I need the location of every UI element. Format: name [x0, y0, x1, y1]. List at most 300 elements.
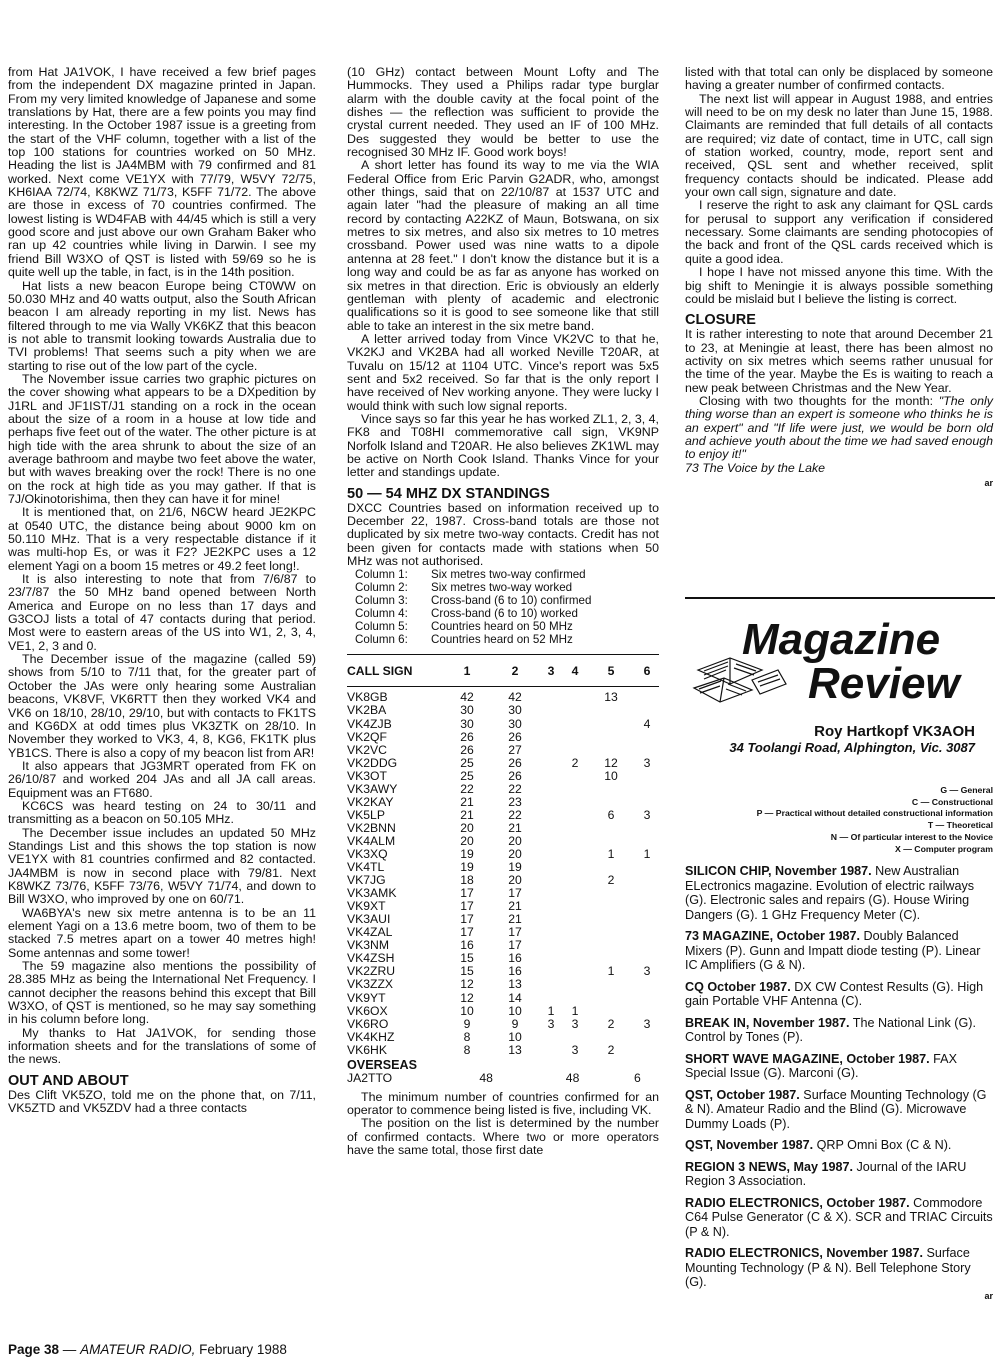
count-cell	[539, 1044, 563, 1057]
page-number: Page 38	[8, 1342, 60, 1357]
review-items	[685, 864, 993, 1303]
call-sign-cell: VK8GB	[347, 690, 388, 705]
legend-entry: N — Of particular interest to the Novice	[830, 831, 993, 842]
column-legend-value: Countries heard on 52 MHz	[431, 633, 573, 647]
count-cell: 19	[460, 846, 474, 861]
col1-paragraph: The November issue carries two graphic pictures on the cover showing what appears to be a DXpedition by J1RL and JF1IST/J1 standing on a rock in the ocean about the size of a room in a house at low tide and perhaps five feet out of the water. The other picture is at high tide with the area shrunk to about the size of an average bathroom and maybe two feet above the water, but with waves breaking over the rock! There is no one on the rock at high tide as you may gather. If that is 7J/Okinotorishima, then they can have it for mine!	[8, 371, 316, 506]
count-cell	[635, 783, 659, 796]
count-cell	[587, 1005, 635, 1018]
count-cell: 17	[508, 925, 522, 940]
review-item	[685, 1246, 993, 1290]
col1-paragraph: It is mentioned that, on 21/6, N6CW heard JE2KPC at 0540 UTC, the distance being about 9000 km on 50.110 MHz. That is a very respectable distance if it was multi-hop Es, or was it F2? JE2KPC uses a 12 element Yagi on a boom 15 metres or 49.2 feet long!.	[8, 505, 316, 573]
column-legend-value: Countries heard on 50 MHz	[431, 620, 573, 634]
count-cell: 23	[508, 794, 522, 809]
table-row	[347, 926, 659, 939]
col1-paragraph: The 59 magazine also mentions the possibility of 28.385 MHz as being the International Net Frequency. I cannot decipher the reasons behind this except that Bill W3XO, of QST is mentioned, so he may say something in his column before long.	[8, 959, 316, 1027]
review-item-title: QST, October 1987.	[685, 1087, 800, 1102]
call-sign-cell: VK3OT	[347, 768, 387, 783]
count-cell: 3	[643, 807, 651, 822]
table-row	[347, 1044, 659, 1057]
count-cell: 48	[479, 1070, 493, 1085]
review-item-text: The National Link (G). Control by Tones (P).	[685, 1015, 976, 1044]
count-cell: 27	[508, 742, 522, 757]
count-cell	[539, 835, 563, 848]
count-cell: 3	[571, 1016, 579, 1031]
count-cell	[539, 913, 563, 926]
count-cell	[587, 783, 635, 796]
overseas-heading: OVERSEAS	[347, 1057, 417, 1072]
count-cell	[587, 913, 635, 926]
review-item	[685, 929, 993, 973]
count-cell: 30	[508, 703, 522, 718]
count-cell	[539, 731, 563, 744]
count-cell: 2	[607, 873, 615, 888]
count-cell	[587, 939, 635, 952]
review-item	[685, 1016, 993, 1045]
call-sign-cell: VK9XT	[347, 899, 386, 914]
count-cell: 4	[643, 716, 651, 731]
count-cell	[563, 913, 587, 926]
review-item-title: REGION 3 NEWS, May 1987.	[685, 1159, 853, 1174]
call-sign-cell: VK2BNN	[347, 820, 396, 835]
footer-dash: —	[59, 1342, 81, 1357]
count-cell	[539, 687, 563, 705]
count-cell: 3	[643, 964, 651, 979]
dx-standings-intro: DXCC Countries based on information received up to December 22, 1987. Cross-band totals are those not duplicated by six metre two-way contacts. Credit has not been given for contacts made with stations when 50 MHz was not authorised.	[347, 500, 659, 569]
legend-entry: G — General	[940, 785, 993, 795]
count-cell: 21	[508, 912, 522, 927]
count-cell	[539, 822, 563, 835]
count-cell	[539, 744, 563, 757]
call-sign-cell: VK2VC	[347, 742, 387, 757]
count-cell	[635, 913, 659, 926]
call-sign-cell: VK4ALM	[347, 833, 396, 848]
col2-paragraph: A letter arrived today from Vince VK2VC to that he, VK2KJ and VK2BA had all worked Neville T20AR, at Tuvalu on 15/12 at 1104 UTC. Vince's report was 5x5 sent and 5x2 received. So far that is the only report I have received of Nev working anyone. They were lucky I would think with such low signal reports.	[347, 331, 659, 413]
count-cell: 6	[607, 807, 615, 822]
col1-paragraph: It also appears that JG3MRT operated from FK on 26/10/87 and worked 204 JAs and all JA call areas. Equipment was an FT680.	[8, 758, 316, 800]
table-header-cell: CALL SIGN	[347, 655, 443, 687]
count-cell	[635, 770, 659, 783]
closure-quote: "The only thing worse than an expert is someone who thinks he is an expert" and "If life were just, we would be born old and achieve youth about the time we had saved enough to enjoy it!"	[685, 393, 993, 462]
count-cell	[635, 874, 659, 887]
count-cell: 2	[607, 1042, 615, 1057]
count-cell: 2	[571, 755, 579, 770]
review-item	[685, 1160, 993, 1189]
review-item-title: QST, November 1987.	[685, 1138, 814, 1152]
column-legend-key: Column 2:	[355, 581, 408, 595]
column-2	[347, 66, 659, 1158]
count-cell	[587, 704, 635, 717]
count-cell	[587, 978, 635, 991]
count-cell	[635, 900, 659, 913]
out-and-about-text: Des Clift VK5ZO, told me on the phone that, on 7/11, VK5ZTD and VK5ZDV had a three contacts	[8, 1087, 316, 1116]
count-cell: 10	[460, 1003, 474, 1018]
column-legend-value: Six metres two-way confirmed	[431, 568, 586, 582]
count-cell	[587, 718, 635, 731]
count-cell	[563, 861, 587, 874]
col2-after-paragraphs	[347, 1091, 659, 1158]
col1-paragraphs	[8, 66, 316, 1067]
count-cell	[563, 809, 587, 822]
table-row	[347, 900, 659, 913]
count-cell	[539, 978, 563, 991]
count-cell: 26	[508, 755, 522, 770]
count-cell	[563, 783, 587, 796]
count-cell: 1	[607, 964, 615, 979]
sign-off: 73 The Voice by the Lake	[685, 460, 826, 475]
review-item-title: RADIO ELECTRONICS, October 1987.	[685, 1195, 910, 1210]
count-cell: 30	[508, 716, 522, 731]
count-cell: 21	[508, 899, 522, 914]
column-legend-key: Column 4:	[355, 607, 408, 621]
call-sign-cell: VK3NM	[347, 938, 389, 953]
closure-lead: Closing with two thoughts for the month:	[699, 393, 939, 408]
col3-paragraphs	[685, 66, 993, 306]
review-divider	[685, 597, 995, 599]
col1-paragraph: It is also interesting to note that from 7/6/87 to 23/7/87 the 50 MHz band opened between North America and Europe on no less than 17 days and G3COJ lists a total of 47 contacts during that period. Most were to eastern areas of the US into W1, 2, 3, 4, VE1, 2, 3 and 0.	[8, 572, 316, 653]
call-sign-cell: VK3XQ	[347, 846, 388, 861]
count-cell	[563, 887, 587, 900]
count-cell	[587, 822, 635, 835]
count-cell	[539, 965, 563, 978]
col2-paragraphs	[347, 66, 659, 480]
count-cell: 10	[604, 768, 618, 783]
col2-paragraph: Vince says so far this year he has worked ZL1, 2, 3, 4, FK8 and T08HI commemorative call sign, VK9NP Norfolk Island and T20AR. He also believes ZK1WL may be active on North Cook Island. Thanks Vince for your letter and standings update.	[347, 411, 659, 480]
review-item-title: SHORT WAVE MAGAZINE, October 1987.	[685, 1051, 930, 1066]
review-item	[685, 1052, 993, 1081]
review-item-text: QRP Omni Box (C & N).	[813, 1138, 952, 1152]
count-cell	[539, 796, 563, 809]
count-cell: 42	[508, 690, 522, 705]
count-cell	[587, 887, 635, 900]
col3-paragraph: I reserve the right to ask any claimant for QSL cards for perusal to support any verification if considered necessary. Some claimants are sending photocopies of the back and front of the QSL cards received which is quite a good idea.	[685, 198, 993, 266]
column-legend-value: Cross-band (6 to 10) worked	[431, 607, 578, 621]
count-cell: 17	[460, 912, 474, 927]
end-mark: ar	[984, 477, 993, 488]
table-row	[347, 796, 659, 809]
standings-body	[347, 687, 659, 1057]
column-legend-value: Six metres two-way worked	[431, 581, 573, 595]
table-row	[347, 1072, 659, 1085]
col2-paragraph: (10 GHz) contact between Mount Lofty and The Hummocks. They used a Philips radar type burglar alarm with the double cavity at the focal point of the dishes — the reflection was sufficient to provide the crystal current needed. They used an IF of 100 MHz. Des suggested they would be better to use the recognised 30 MHz IF. Good work boys!	[347, 65, 659, 160]
count-cell: 13	[508, 977, 522, 992]
column-3	[685, 66, 993, 490]
table-row	[347, 731, 659, 744]
count-cell: 12	[460, 990, 474, 1005]
count-cell	[635, 992, 659, 1005]
count-cell	[635, 1044, 659, 1057]
table-header-cell: 3	[539, 655, 563, 687]
table-row	[347, 718, 659, 731]
table-header-cell: 2	[491, 655, 539, 687]
count-cell: 6	[633, 1070, 641, 1085]
count-cell	[563, 939, 587, 952]
count-cell: 16	[508, 964, 522, 979]
table-header-cell: 1	[443, 655, 491, 687]
count-cell	[539, 809, 563, 822]
table-row	[347, 704, 659, 717]
closure-paragraph-2	[685, 395, 993, 462]
table-row	[347, 848, 659, 861]
call-sign-cell: VK4KHZ	[347, 1029, 395, 1044]
table-header-cell: 6	[635, 655, 659, 687]
col1-paragraph: from Hat JA1VOK, I have received a few brief pages from the independent DX magazine printed in Japan. From my very limited knowledge of Japanese and some translations by Hat, there are a few points you may find interesting. In the October 1987 issue is a greeting from the start of the VHF column, together with a list of the top 100 stations for countries worked on 50 MHz. Heading the list is JA4MBM with 79 confirmed and 81 worked. Next come VE1YX with 77/79, W5VY 72/75, KH6IAA 72/74, K8KWZ 71/73, K5FF 71/72. The above are those in excess of 70 countries confirmed. The lowest listing is WD4FAB with 44/45 which is still a very good score and just above our own Graham Baker who ran up 42 countries while living in Darwin. I see my friend Bill W3XO of QST is listed with 59/69 so he is quite well up the table, in fact, is in the 14th position.	[8, 65, 316, 280]
count-cell	[587, 796, 635, 809]
review-item-text: Journal of the IARU Region 3 Association.	[685, 1159, 967, 1188]
call-sign-cell: VK3AMK	[347, 886, 397, 901]
count-cell: 16	[508, 951, 522, 966]
count-cell: 21	[460, 807, 474, 822]
count-cell: 19	[508, 860, 522, 875]
count-cell: 1	[571, 1003, 579, 1018]
overseas-table	[347, 1072, 659, 1085]
count-cell: 3	[643, 755, 651, 770]
count-cell: 8	[463, 1029, 471, 1044]
count-cell: 13	[508, 1042, 522, 1057]
table-row	[347, 978, 659, 991]
count-cell	[563, 744, 587, 757]
count-cell: 30	[460, 716, 474, 731]
count-cell	[563, 835, 587, 848]
count-cell: 10	[508, 1003, 522, 1018]
count-cell: 2	[607, 1016, 615, 1031]
table-row	[347, 887, 659, 900]
count-cell	[635, 744, 659, 757]
col3-paragraph: I hope I have not missed anyone this time. With the big shift to Meningie it is always possible something could be mislaid but I believe the listing is correct.	[685, 265, 993, 306]
count-cell	[635, 704, 659, 717]
count-cell	[635, 887, 659, 900]
count-cell	[563, 848, 587, 861]
review-end-mark: ar	[984, 1290, 993, 1301]
count-cell: 30	[460, 703, 474, 718]
magazine-name: AMATEUR RADIO,	[80, 1342, 196, 1357]
col3-paragraph: The next list will appear in August 1988, and entries will need to be on my desk no later than June 15, 1988. Claimants are reminded that full details of all contacts are required; viz date of contact, time in UTC, call sign of station worked, country, mode, report sent and received, QSL sent and whether received, split frequency contacts should be indicated. Please add your own call sign, signature and date.	[685, 91, 993, 200]
legend-entry: C — Constructional	[911, 796, 993, 807]
count-cell: 17	[508, 938, 522, 953]
count-cell	[539, 900, 563, 913]
review-item-title: 73 MAGAZINE, October 1987.	[685, 929, 860, 943]
review-item-title: RADIO ELECTRONICS, November 1987.	[685, 1246, 923, 1260]
call-sign-cell: VK6HK	[347, 1042, 387, 1057]
count-cell	[539, 718, 563, 731]
call-sign-cell: VK2QF	[347, 729, 387, 744]
count-cell: 9	[511, 1016, 519, 1031]
count-cell	[563, 718, 587, 731]
table-row	[347, 757, 659, 770]
col2-paragraph: A short letter has found its way to me via the WIA Federal Office from Eric Parvin G2ADR, who, amongst other things, said that on 22/10/87 at 1537 UTC and again later "had the pleasure of making an all time record by contacting A22KZ of Maun, Botswana, on six metres to six metres, and also six metres to 10 metres crossband. Power used was nine watts to a dipole antenna at 28 feet." I don't know the distance but it is a long way and could be as far as anyone has worked on six metres in that direction. Eric is obviously an elderly gentleman with plenty of academic and electronic qualifications so it is good to see someone like that still able to take an interest in the six metre band.	[347, 158, 659, 333]
count-cell	[539, 757, 563, 770]
count-cell: 20	[508, 873, 522, 888]
count-cell	[587, 1031, 635, 1044]
review-item-title: BREAK IN, November 1987.	[685, 1015, 850, 1030]
count-cell	[563, 992, 587, 1005]
count-cell	[539, 783, 563, 796]
count-cell: 18	[460, 873, 474, 888]
count-cell	[635, 731, 659, 744]
review-item-title: CQ October 1987.	[685, 979, 791, 994]
count-cell	[539, 848, 563, 861]
table-header-cell: 4	[563, 655, 587, 687]
review-item-text: Surface Mounting Technology (G & N). Amateur Radio and the Blind (G). Microwave Dummy Loads (P).	[685, 1087, 987, 1131]
review-title-line-2: Review	[808, 659, 960, 708]
overseas-body	[347, 1072, 659, 1085]
column-legend-key: Column 3:	[355, 594, 408, 608]
count-cell: 20	[508, 833, 522, 848]
count-cell	[635, 796, 659, 809]
count-cell: 9	[463, 1016, 471, 1031]
count-cell	[563, 731, 587, 744]
call-sign-cell: VK6RO	[347, 1016, 389, 1031]
table-header-cell: 5	[587, 655, 635, 687]
count-cell: 22	[508, 781, 522, 796]
count-cell	[563, 687, 587, 705]
review-item	[685, 864, 993, 922]
closure-paragraph-1: It is rather interesting to note that around December 21 to 23, at Meningie at least, there has been almost no activity on six metres which seems rather unusual for the time of the year. Maybe the Es is waiting to reach a new peak between Christmas and the New Year.	[685, 327, 993, 395]
review-item-text: FAX Special Issue (G). Marconi (G).	[685, 1051, 957, 1080]
issue-date: February 1988	[195, 1342, 287, 1357]
count-cell: 8	[463, 1042, 471, 1057]
count-cell: 25	[460, 755, 474, 770]
legend-entry: X — Computer program	[895, 843, 993, 854]
count-cell: 3	[643, 1016, 651, 1031]
count-cell	[635, 1005, 659, 1018]
count-cell	[563, 796, 587, 809]
count-cell: 20	[460, 833, 474, 848]
col1-paragraph: The December issue includes an updated 50 MHz Standings List and this shows the top station is now VE1YX with 81 countries confirmed and 82 contacted. JA4MBM is now in second place with 79/81. Next K8WKZ 73/76, K5FF 73/76, W5VY 71/74, and down to Bill W3XO, who improved by one on 60/71.	[8, 825, 316, 907]
count-cell: 3	[547, 1016, 555, 1031]
count-cell: 26	[508, 729, 522, 744]
count-cell: 21	[508, 820, 522, 835]
review-title-line-1: Magazine	[742, 615, 941, 664]
count-cell: 42	[460, 690, 474, 705]
review-item-text: Doubly Balanced Mixers (P). Gunn and Impatt diode testing (P). Linear IC Amplifiers (G & N).	[685, 929, 981, 972]
call-sign-cell: JA2TTO	[347, 1070, 393, 1085]
call-sign-cell: VK2BA	[347, 703, 387, 718]
table-row	[347, 1018, 659, 1031]
count-cell	[587, 926, 635, 939]
count-cell	[635, 926, 659, 939]
review-item	[685, 980, 993, 1009]
count-cell	[539, 992, 563, 1005]
count-cell: 26	[460, 729, 474, 744]
count-cell	[635, 978, 659, 991]
count-cell	[539, 861, 563, 874]
count-cell: 1	[547, 1003, 555, 1018]
count-cell: 26	[508, 768, 522, 783]
count-cell	[635, 939, 659, 952]
col3-paragraph: listed with that total can only be displaced by someone having a greater number of confirmed contacts.	[685, 65, 993, 93]
count-cell: 20	[460, 820, 474, 835]
table-row	[347, 913, 659, 926]
count-cell	[587, 744, 635, 757]
count-cell: 10	[508, 1029, 522, 1044]
count-cell: 12	[460, 977, 474, 992]
table-row	[347, 965, 659, 978]
count-cell	[587, 900, 635, 913]
call-sign-cell: VK4TL	[347, 860, 385, 875]
count-cell	[587, 731, 635, 744]
column-legend-key: Column 1:	[355, 568, 408, 582]
count-cell	[539, 952, 563, 965]
count-cell	[635, 861, 659, 874]
count-cell	[563, 822, 587, 835]
call-sign-cell: VK3ZZX	[347, 977, 394, 992]
column-legend-value: Cross-band (6 to 10) confirmed	[431, 594, 592, 608]
review-legend	[685, 785, 993, 855]
review-item-text: Commodore C64 Pulse Generator (C & X). SCR and TRIAC Circuits (P & N).	[685, 1195, 993, 1239]
count-cell	[563, 965, 587, 978]
call-sign-cell: VK2KAY	[347, 794, 394, 809]
review-item-text: DX CW Contest Results (G). High gain Portable VHF Antenna (C).	[685, 979, 984, 1008]
review-item-title: SILICON CHIP, November 1987.	[685, 864, 872, 878]
count-cell: 16	[460, 938, 474, 953]
out-and-about-heading: OUT AND ABOUT	[8, 1072, 129, 1089]
count-cell	[539, 939, 563, 952]
closure-heading: CLOSURE	[685, 312, 756, 329]
count-cell	[563, 978, 587, 991]
count-cell	[563, 770, 587, 783]
review-address: 34 Toolangi Road, Alphington, Vic. 3087	[729, 740, 975, 755]
count-cell: 17	[508, 886, 522, 901]
column-legend-key: Column 5:	[355, 620, 408, 634]
count-cell	[635, 1031, 659, 1044]
page-footer	[8, 1342, 287, 1357]
review-item	[685, 1088, 993, 1132]
count-cell: 15	[460, 964, 474, 979]
column-1	[8, 66, 316, 1115]
count-cell: 21	[460, 794, 474, 809]
call-sign-cell: VK5LP	[347, 807, 385, 822]
count-cell	[563, 1031, 587, 1044]
count-cell: 48	[565, 1070, 580, 1085]
count-cell	[563, 926, 587, 939]
count-cell	[539, 887, 563, 900]
count-cell	[563, 704, 587, 717]
table-row	[347, 1031, 659, 1044]
review-item-text: Surface Mounting Technology (P & N). Bell Telephone Story (G).	[685, 1246, 971, 1289]
count-cell	[563, 874, 587, 887]
count-cell: 22	[460, 781, 474, 796]
count-cell: 3	[571, 1042, 579, 1057]
count-cell	[539, 770, 563, 783]
count-cell: 20	[508, 846, 522, 861]
col1-paragraph: Hat lists a new beacon Europe being CT0WW on 50.030 MHz and 40 watts output, also the South African beacon I am already reporting in my list. News has filtered through to me via Wally VK6KZ that this beacon is not able to transmit looking towards Australia due to TVI problems! That seems such a pity when we are starting to rise out of the low part of the cycle.	[8, 278, 316, 373]
count-cell: 15	[460, 951, 474, 966]
count-cell	[563, 900, 587, 913]
count-cell	[539, 874, 563, 887]
review-item-text: New Australian ELectronics magazine. Evolution of electric railways (G). Electronic sales and repairs (G). House Wiring Dangers (G). 1 GHz Frequency Meter (C).	[685, 864, 975, 922]
count-cell	[539, 704, 563, 717]
count-cell: 14	[508, 990, 522, 1005]
table-row	[347, 770, 659, 783]
count-cell: 17	[460, 925, 474, 940]
review-title	[742, 615, 982, 708]
count-cell: 26	[460, 742, 474, 757]
count-cell: 17	[460, 899, 474, 914]
legend-entry: P — Practical without detailed constructional information	[756, 808, 993, 819]
count-cell: 1	[643, 846, 651, 861]
table-row	[347, 687, 659, 705]
call-sign-cell: VK4ZAL	[347, 925, 393, 940]
legend-entry: T — Theoretical	[927, 820, 993, 831]
call-sign-cell: VK3AUI	[347, 912, 391, 927]
dx-standings-heading: 50 — 54 MHZ DX STANDINGS	[347, 485, 550, 502]
call-sign-cell: VK6OX	[347, 1003, 388, 1018]
count-cell: 12	[604, 755, 618, 770]
col1-paragraph: KC6CS was heard testing on 24 to 30/11 and transmitting as a beacon on 50.105 MHz.	[8, 798, 316, 827]
standings-table	[347, 655, 659, 1056]
call-sign-cell: VK7JG	[347, 873, 386, 888]
